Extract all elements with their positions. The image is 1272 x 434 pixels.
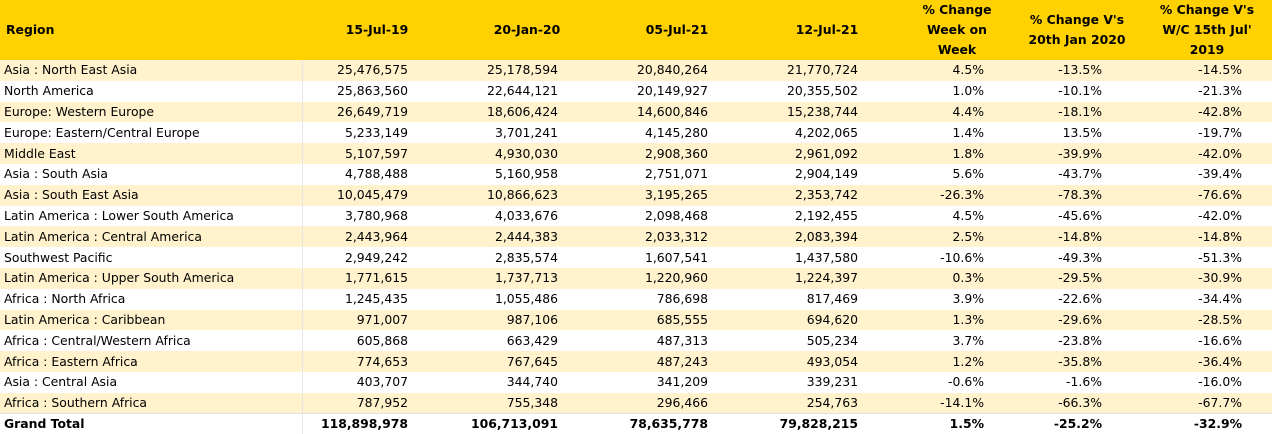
- region-cell: Latin America : Central America: [0, 226, 302, 247]
- jul-2019-cell: 5,107,597: [302, 143, 452, 164]
- jan-2020-cell: 663,429: [452, 330, 602, 351]
- table-header: [0, 0, 1272, 60]
- vs-jan-2020-cell: -18.1%: [1012, 102, 1142, 123]
- vs-jan-2020-cell: -39.9%: [1012, 143, 1142, 164]
- wow-change-cell: 1.4%: [902, 122, 1012, 143]
- jan-2020-cell: 3,701,241: [452, 122, 602, 143]
- jan-2020-cell: 4,930,030: [452, 143, 602, 164]
- jan-2020-cell: 22,644,121: [452, 81, 602, 102]
- region-cell: Asia : South Asia: [0, 164, 302, 185]
- jul-2019-cell: 26,649,719: [302, 102, 452, 123]
- jul-05-2021-cell: 3,195,265: [602, 185, 752, 206]
- vs-jul-2019-cell: -32.9%: [1142, 414, 1272, 434]
- jul-12-2021-cell: 2,192,455: [752, 206, 902, 227]
- wow-change-cell: -10.6%: [902, 247, 1012, 268]
- jan-2020-cell: 2,444,383: [452, 226, 602, 247]
- wow-change-cell: 4.4%: [902, 102, 1012, 123]
- table-row: [0, 247, 1272, 268]
- jan-2020-cell: 106,713,091: [452, 414, 602, 434]
- header-change-vs-jul-2019: % Change V's W/C 15th Jul' 2019: [1142, 0, 1272, 60]
- jul-2019-cell: 4,788,488: [302, 164, 452, 185]
- header-20-jan-20: 20-Jan-20: [452, 0, 602, 60]
- vs-jan-2020-cell: -10.1%: [1012, 81, 1142, 102]
- jul-12-2021-cell: 1,224,397: [752, 268, 902, 289]
- grand-total-row: [0, 414, 1272, 434]
- table-row: [0, 164, 1272, 185]
- vs-jan-2020-cell: -43.7%: [1012, 164, 1142, 185]
- jul-2019-cell: 2,949,242: [302, 247, 452, 268]
- jan-2020-cell: 767,645: [452, 351, 602, 372]
- vs-jan-2020-cell: 13.5%: [1012, 122, 1142, 143]
- jul-12-2021-cell: 2,961,092: [752, 143, 902, 164]
- jul-05-2021-cell: 2,908,360: [602, 143, 752, 164]
- region-cell: Africa : North Africa: [0, 289, 302, 310]
- table-row: [0, 330, 1272, 351]
- jul-12-2021-cell: 2,904,149: [752, 164, 902, 185]
- jul-05-2021-cell: 487,243: [602, 351, 752, 372]
- table-row: [0, 206, 1272, 227]
- vs-jan-2020-cell: -66.3%: [1012, 393, 1142, 414]
- table-row: [0, 289, 1272, 310]
- region-cell: Europe: Eastern/Central Europe: [0, 122, 302, 143]
- header-region: Region: [0, 0, 302, 60]
- jul-2019-cell: 774,653: [302, 351, 452, 372]
- jul-12-2021-cell: 817,469: [752, 289, 902, 310]
- vs-jul-2019-cell: -19.7%: [1142, 122, 1272, 143]
- wow-change-cell: 1.8%: [902, 143, 1012, 164]
- vs-jul-2019-cell: -30.9%: [1142, 268, 1272, 289]
- vs-jul-2019-cell: -16.0%: [1142, 372, 1272, 393]
- vs-jan-2020-cell: -1.6%: [1012, 372, 1142, 393]
- region-cell: Europe: Western Europe: [0, 102, 302, 123]
- jul-12-2021-cell: 493,054: [752, 351, 902, 372]
- table-body: [0, 60, 1272, 434]
- jan-2020-cell: 2,835,574: [452, 247, 602, 268]
- wow-change-cell: 1.2%: [902, 351, 1012, 372]
- jan-2020-cell: 1,055,486: [452, 289, 602, 310]
- jul-2019-cell: 118,898,978: [302, 414, 452, 434]
- jul-2019-cell: 10,045,479: [302, 185, 452, 206]
- jul-12-2021-cell: 15,238,744: [752, 102, 902, 123]
- jul-12-2021-cell: 4,202,065: [752, 122, 902, 143]
- vs-jan-2020-cell: -22.6%: [1012, 289, 1142, 310]
- jul-12-2021-cell: 694,620: [752, 310, 902, 331]
- wow-change-cell: 1.0%: [902, 81, 1012, 102]
- jul-05-2021-cell: 487,313: [602, 330, 752, 351]
- vs-jan-2020-cell: -14.8%: [1012, 226, 1142, 247]
- jul-05-2021-cell: 4,145,280: [602, 122, 752, 143]
- region-cell: Latin America : Lower South America: [0, 206, 302, 227]
- jul-12-2021-cell: 1,437,580: [752, 247, 902, 268]
- jul-05-2021-cell: 2,098,468: [602, 206, 752, 227]
- jul-05-2021-cell: 1,220,960: [602, 268, 752, 289]
- vs-jul-2019-cell: -36.4%: [1142, 351, 1272, 372]
- jul-2019-cell: 403,707: [302, 372, 452, 393]
- header-05-jul-21: 05-Jul-21: [602, 0, 752, 60]
- jul-12-2021-cell: 2,083,394: [752, 226, 902, 247]
- jul-05-2021-cell: 341,209: [602, 372, 752, 393]
- table-row: [0, 268, 1272, 289]
- vs-jan-2020-cell: -13.5%: [1012, 60, 1142, 81]
- table-row: [0, 102, 1272, 123]
- vs-jan-2020-cell: -29.5%: [1012, 268, 1142, 289]
- region-cell: Latin America : Upper South America: [0, 268, 302, 289]
- jan-2020-cell: 344,740: [452, 372, 602, 393]
- vs-jul-2019-cell: -42.0%: [1142, 143, 1272, 164]
- jan-2020-cell: 5,160,958: [452, 164, 602, 185]
- header-change-vs-jan-2020: % Change V's 20th Jan 2020: [1012, 0, 1142, 60]
- jul-2019-cell: 5,233,149: [302, 122, 452, 143]
- vs-jul-2019-cell: -42.0%: [1142, 206, 1272, 227]
- jan-2020-cell: 755,348: [452, 393, 602, 414]
- jul-05-2021-cell: 20,840,264: [602, 60, 752, 81]
- jan-2020-cell: 10,866,623: [452, 185, 602, 206]
- wow-change-cell: 2.5%: [902, 226, 1012, 247]
- wow-change-cell: -0.6%: [902, 372, 1012, 393]
- table-row: [0, 60, 1272, 81]
- jan-2020-cell: 4,033,676: [452, 206, 602, 227]
- wow-change-cell: 4.5%: [902, 206, 1012, 227]
- vs-jul-2019-cell: -16.6%: [1142, 330, 1272, 351]
- jul-2019-cell: 25,476,575: [302, 60, 452, 81]
- vs-jul-2019-cell: -42.8%: [1142, 102, 1272, 123]
- jul-05-2021-cell: 14,600,846: [602, 102, 752, 123]
- vs-jan-2020-cell: -78.3%: [1012, 185, 1142, 206]
- jul-2019-cell: 25,863,560: [302, 81, 452, 102]
- table-row: [0, 393, 1272, 414]
- jul-05-2021-cell: 685,555: [602, 310, 752, 331]
- jul-05-2021-cell: 2,033,312: [602, 226, 752, 247]
- jul-12-2021-cell: 21,770,724: [752, 60, 902, 81]
- header-row: [0, 0, 1272, 60]
- jul-12-2021-cell: 20,355,502: [752, 81, 902, 102]
- table-row: [0, 226, 1272, 247]
- table-row: [0, 310, 1272, 331]
- jan-2020-cell: 25,178,594: [452, 60, 602, 81]
- jul-2019-cell: 1,245,435: [302, 289, 452, 310]
- header-12-jul-21: 12-Jul-21: [752, 0, 902, 60]
- wow-change-cell: 0.3%: [902, 268, 1012, 289]
- vs-jan-2020-cell: -35.8%: [1012, 351, 1142, 372]
- table-row: [0, 372, 1272, 393]
- wow-change-cell: 3.7%: [902, 330, 1012, 351]
- region-cell: Middle East: [0, 143, 302, 164]
- region-cell: Africa : Eastern Africa: [0, 351, 302, 372]
- wow-change-cell: 1.5%: [902, 414, 1012, 434]
- jul-12-2021-cell: 254,763: [752, 393, 902, 414]
- jul-05-2021-cell: 20,149,927: [602, 81, 752, 102]
- header-15-jul-19: 15-Jul-19: [302, 0, 452, 60]
- jul-2019-cell: 1,771,615: [302, 268, 452, 289]
- jul-2019-cell: 971,007: [302, 310, 452, 331]
- vs-jul-2019-cell: -14.8%: [1142, 226, 1272, 247]
- vs-jul-2019-cell: -67.7%: [1142, 393, 1272, 414]
- vs-jan-2020-cell: -25.2%: [1012, 414, 1142, 434]
- region-cell: Africa : Southern Africa: [0, 393, 302, 414]
- vs-jul-2019-cell: -34.4%: [1142, 289, 1272, 310]
- jul-2019-cell: 2,443,964: [302, 226, 452, 247]
- jan-2020-cell: 1,737,713: [452, 268, 602, 289]
- wow-change-cell: 4.5%: [902, 60, 1012, 81]
- table-row: [0, 81, 1272, 102]
- header-change-week-on-week: % Change Week on Week: [902, 0, 1012, 60]
- region-cell: North America: [0, 81, 302, 102]
- region-cell: Asia : Central Asia: [0, 372, 302, 393]
- vs-jan-2020-cell: -49.3%: [1012, 247, 1142, 268]
- jul-05-2021-cell: 1,607,541: [602, 247, 752, 268]
- jul-12-2021-cell: 505,234: [752, 330, 902, 351]
- wow-change-cell: -26.3%: [902, 185, 1012, 206]
- vs-jul-2019-cell: -28.5%: [1142, 310, 1272, 331]
- jul-2019-cell: 605,868: [302, 330, 452, 351]
- wow-change-cell: -14.1%: [902, 393, 1012, 414]
- region-cell: Southwest Pacific: [0, 247, 302, 268]
- jan-2020-cell: 18,606,424: [452, 102, 602, 123]
- vs-jan-2020-cell: -45.6%: [1012, 206, 1142, 227]
- jul-12-2021-cell: 79,828,215: [752, 414, 902, 434]
- vs-jul-2019-cell: -21.3%: [1142, 81, 1272, 102]
- vs-jul-2019-cell: -76.6%: [1142, 185, 1272, 206]
- vs-jan-2020-cell: -23.8%: [1012, 330, 1142, 351]
- table-row: [0, 122, 1272, 143]
- jul-05-2021-cell: 78,635,778: [602, 414, 752, 434]
- region-cell: Asia : North East Asia: [0, 60, 302, 81]
- table-row: [0, 351, 1272, 372]
- jul-05-2021-cell: 786,698: [602, 289, 752, 310]
- vs-jul-2019-cell: -39.4%: [1142, 164, 1272, 185]
- table-row: [0, 143, 1272, 164]
- wow-change-cell: 5.6%: [902, 164, 1012, 185]
- region-cell: Asia : South East Asia: [0, 185, 302, 206]
- vs-jul-2019-cell: -51.3%: [1142, 247, 1272, 268]
- vs-jul-2019-cell: -14.5%: [1142, 60, 1272, 81]
- table-row: [0, 185, 1272, 206]
- vs-jan-2020-cell: -29.6%: [1012, 310, 1142, 331]
- jul-12-2021-cell: 2,353,742: [752, 185, 902, 206]
- jul-05-2021-cell: 296,466: [602, 393, 752, 414]
- region-cell: Latin America : Caribbean: [0, 310, 302, 331]
- wow-change-cell: 1.3%: [902, 310, 1012, 331]
- jul-12-2021-cell: 339,231: [752, 372, 902, 393]
- region-cell: Grand Total: [0, 414, 302, 434]
- jan-2020-cell: 987,106: [452, 310, 602, 331]
- wow-change-cell: 3.9%: [902, 289, 1012, 310]
- jul-2019-cell: 3,780,968: [302, 206, 452, 227]
- region-cell: Africa : Central/Western Africa: [0, 330, 302, 351]
- jul-2019-cell: 787,952: [302, 393, 452, 414]
- jul-05-2021-cell: 2,751,071: [602, 164, 752, 185]
